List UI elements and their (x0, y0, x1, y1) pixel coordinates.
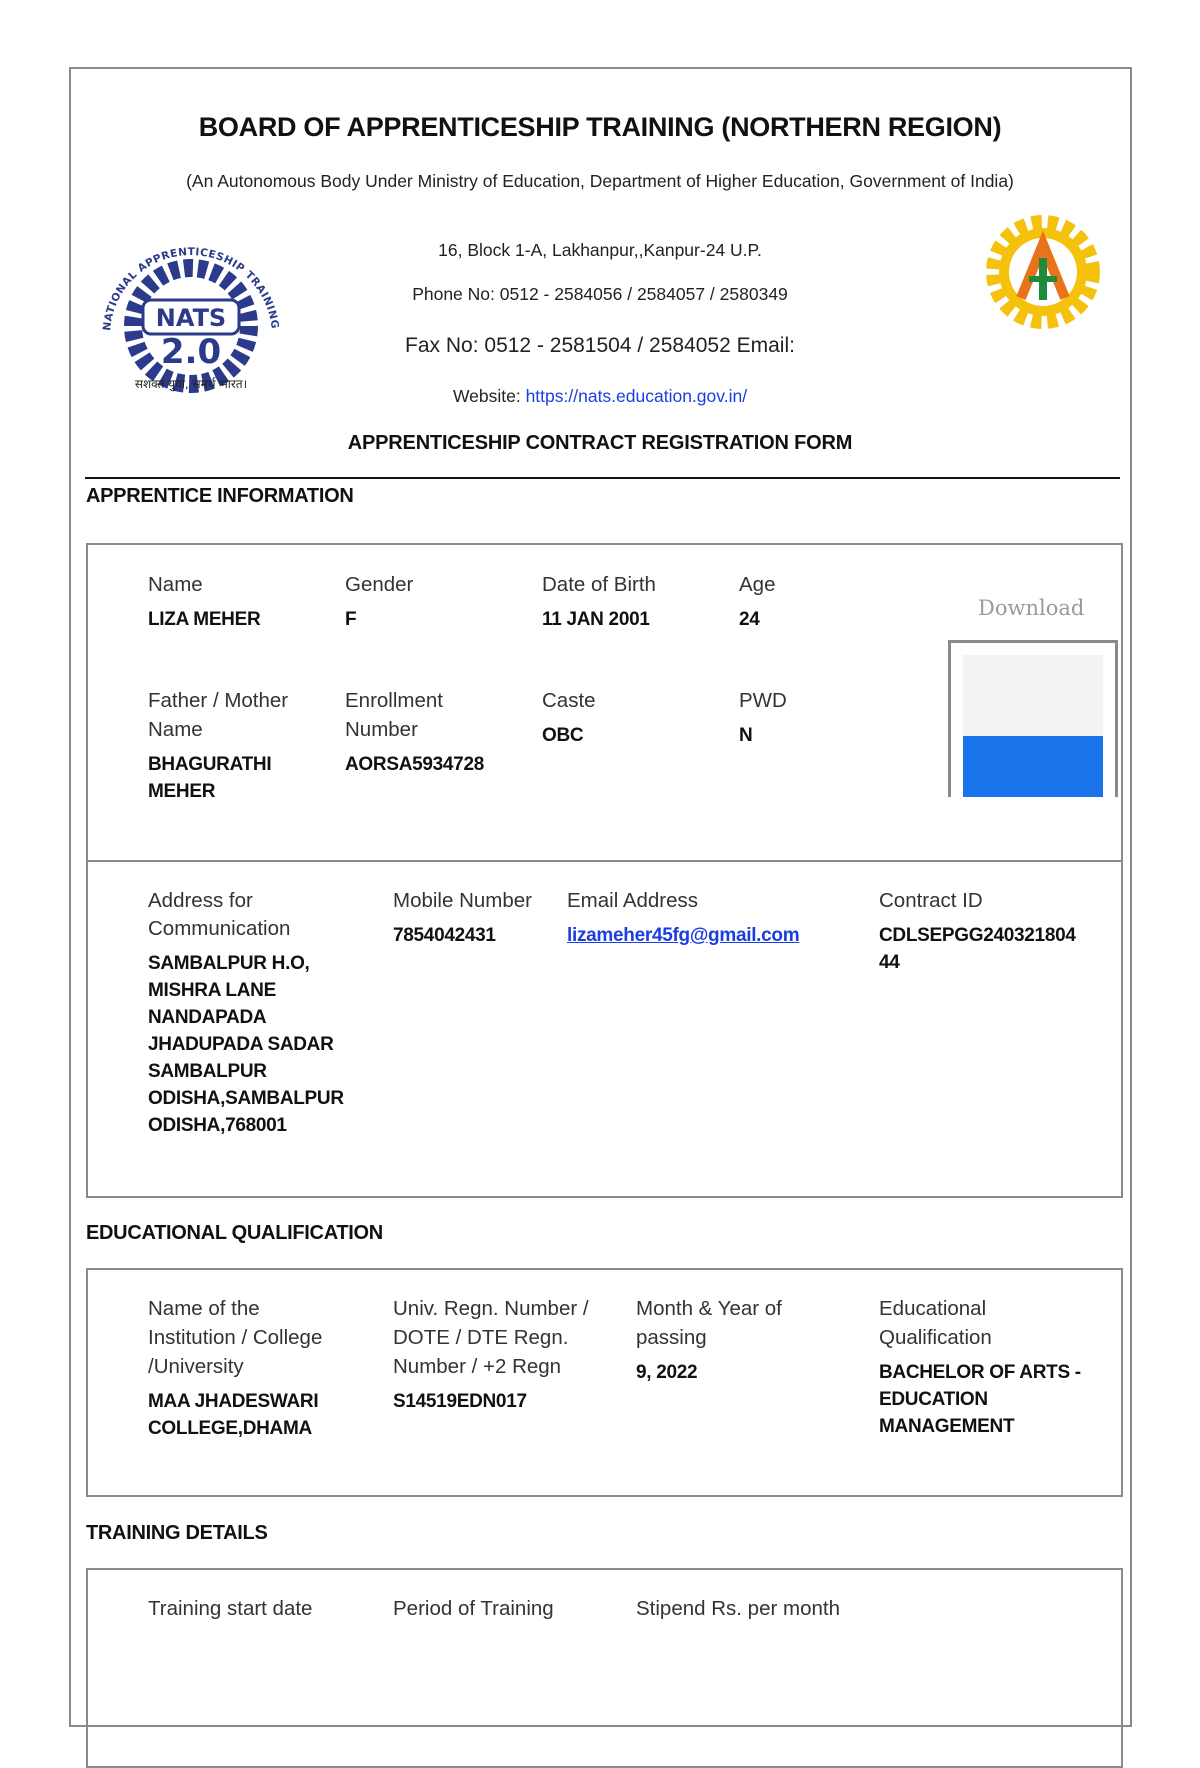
mobile-label: Mobile Number (393, 889, 532, 912)
header-rule (85, 477, 1120, 479)
qualification-value-line2: EDUCATION (879, 1389, 988, 1410)
apprentice-section-title: APPRENTICE INFORMATION (86, 485, 354, 507)
dob-value: 11 JAN 2001 (542, 609, 650, 630)
header-website (0, 386, 1200, 407)
photo-preview-bar (963, 736, 1103, 797)
email-link[interactable]: lizameher45fg@gmail.com (567, 925, 800, 946)
name-value: LIZA MEHER (148, 609, 261, 630)
parent-label-line1: Father / Mother (148, 689, 289, 712)
qualification-label-line1: Educational (879, 1297, 987, 1320)
gender-label: Gender (345, 573, 414, 596)
regn-label-line3: Number / +2 Regn (393, 1355, 562, 1378)
contract-id-label: Contract ID (879, 889, 983, 912)
pwd-label: PWD (739, 689, 787, 712)
address-line: SAMBALPUR (148, 1061, 267, 1082)
regn-label-line2: DOTE / DTE Regn. (393, 1326, 569, 1349)
institution-value-line1: MAA JHADESWARI (148, 1391, 319, 1412)
regn-label-line1: Univ. Regn. Number / (393, 1297, 589, 1320)
nats-arc-text: NATIONAL APPRENTICESHIP TRAINING (101, 245, 281, 332)
caste-value: OBC (542, 725, 584, 746)
contract-id-line2: 44 (879, 952, 900, 973)
passing-label-line2: passing (636, 1326, 707, 1349)
qualification-value-line3: MANAGEMENT (879, 1416, 1015, 1437)
age-label: Age (739, 573, 776, 596)
pwd-value: N (739, 725, 753, 746)
email-label: Email Address (567, 889, 699, 912)
board-subtitle: (An Autonomous Body Under Ministry of Education, Department of Higher Education, Government of India) (186, 171, 1014, 191)
address-line: MISHRA LANE (148, 980, 276, 1001)
gender-value: F (345, 609, 357, 630)
nats-tagline: सशक्त युवा, समर्थ भारत। (134, 377, 248, 391)
bat-emblem-logo (985, 214, 1101, 330)
download-link[interactable]: Download (978, 596, 1085, 620)
age-value: 24 (739, 609, 760, 630)
address-line: ODISHA,SAMBALPUR (148, 1088, 344, 1109)
address-label-line1: Address for (148, 889, 253, 912)
passing-value: 9, 2022 (636, 1362, 698, 1383)
header-address: 16, Block 1-A, Lakhanpur,,Kanpur-24 U.P. (438, 240, 762, 260)
caste-label: Caste (542, 689, 596, 712)
enrollment-label-line2: Number (345, 718, 418, 741)
address-line: SAMBALPUR H.O, (148, 953, 310, 974)
parent-label-line2: Name (148, 718, 203, 741)
photo-placeholder (963, 655, 1103, 736)
address-line: ODISHA,768001 (148, 1115, 287, 1136)
stipend-label: Stipend Rs. per month (636, 1597, 840, 1620)
photo-frame (948, 640, 1118, 797)
address-value (148, 950, 344, 1139)
institution-label-line2: Institution / College (148, 1326, 323, 1349)
contract-id-line1: CDLSEPGG240321804 (879, 925, 1076, 946)
institution-value-line2: COLLEGE,DHAMA (148, 1418, 312, 1439)
nats-badge-text: NATS (155, 304, 227, 332)
address-line: NANDAPADA (148, 1007, 267, 1028)
header-fax: Fax No: 0512 - 2581504 / 2584052 Email: (405, 334, 795, 357)
nats-version-text: 2.0 (160, 332, 222, 372)
address-label-line2: Communication (148, 917, 291, 940)
training-period-label: Period of Training (393, 1597, 554, 1620)
gear-emblem-icon (985, 214, 1101, 330)
institution-label-line1: Name of the (148, 1297, 260, 1320)
passing-label-line1: Month & Year of (636, 1297, 782, 1320)
training-start-label: Training start date (148, 1597, 313, 1620)
education-section-title: EDUCATIONAL QUALIFICATION (86, 1222, 383, 1244)
website-label: Website: (452, 386, 521, 406)
parent-value-line1: BHAGURATHI (148, 754, 272, 775)
training-section-title: TRAINING DETAILS (86, 1522, 268, 1544)
website-link[interactable]: https://nats.education.gov.in/ (525, 386, 748, 406)
name-label: Name (148, 573, 203, 596)
address-line: JHADUPADA SADAR (148, 1034, 334, 1055)
header-phone: Phone No: 0512 - 2584056 / 2584057 / 2580349 (412, 284, 788, 304)
institution-label-line3: /University (148, 1355, 244, 1378)
board-title: BOARD OF APPRENTICESHIP TRAINING (NORTHERN REGION) (198, 112, 1002, 142)
qualification-label-line2: Qualification (879, 1326, 992, 1349)
enrollment-label-line1: Enrollment (345, 689, 443, 712)
dob-label: Date of Birth (542, 573, 656, 596)
qualification-value-line1: BACHELOR OF ARTS - (879, 1362, 1081, 1383)
apprentice-box-divider (86, 860, 1123, 862)
enrollment-value: AORSA5934728 (345, 754, 484, 775)
form-title: APPRENTICESHIP CONTRACT REGISTRATION FORM (347, 432, 853, 454)
mobile-value: 7854042431 (393, 925, 496, 946)
parent-value-line2: MEHER (148, 781, 216, 802)
emblem-letter: A (1042, 322, 1044, 323)
regn-value: S14519EDN017 (393, 1391, 527, 1412)
